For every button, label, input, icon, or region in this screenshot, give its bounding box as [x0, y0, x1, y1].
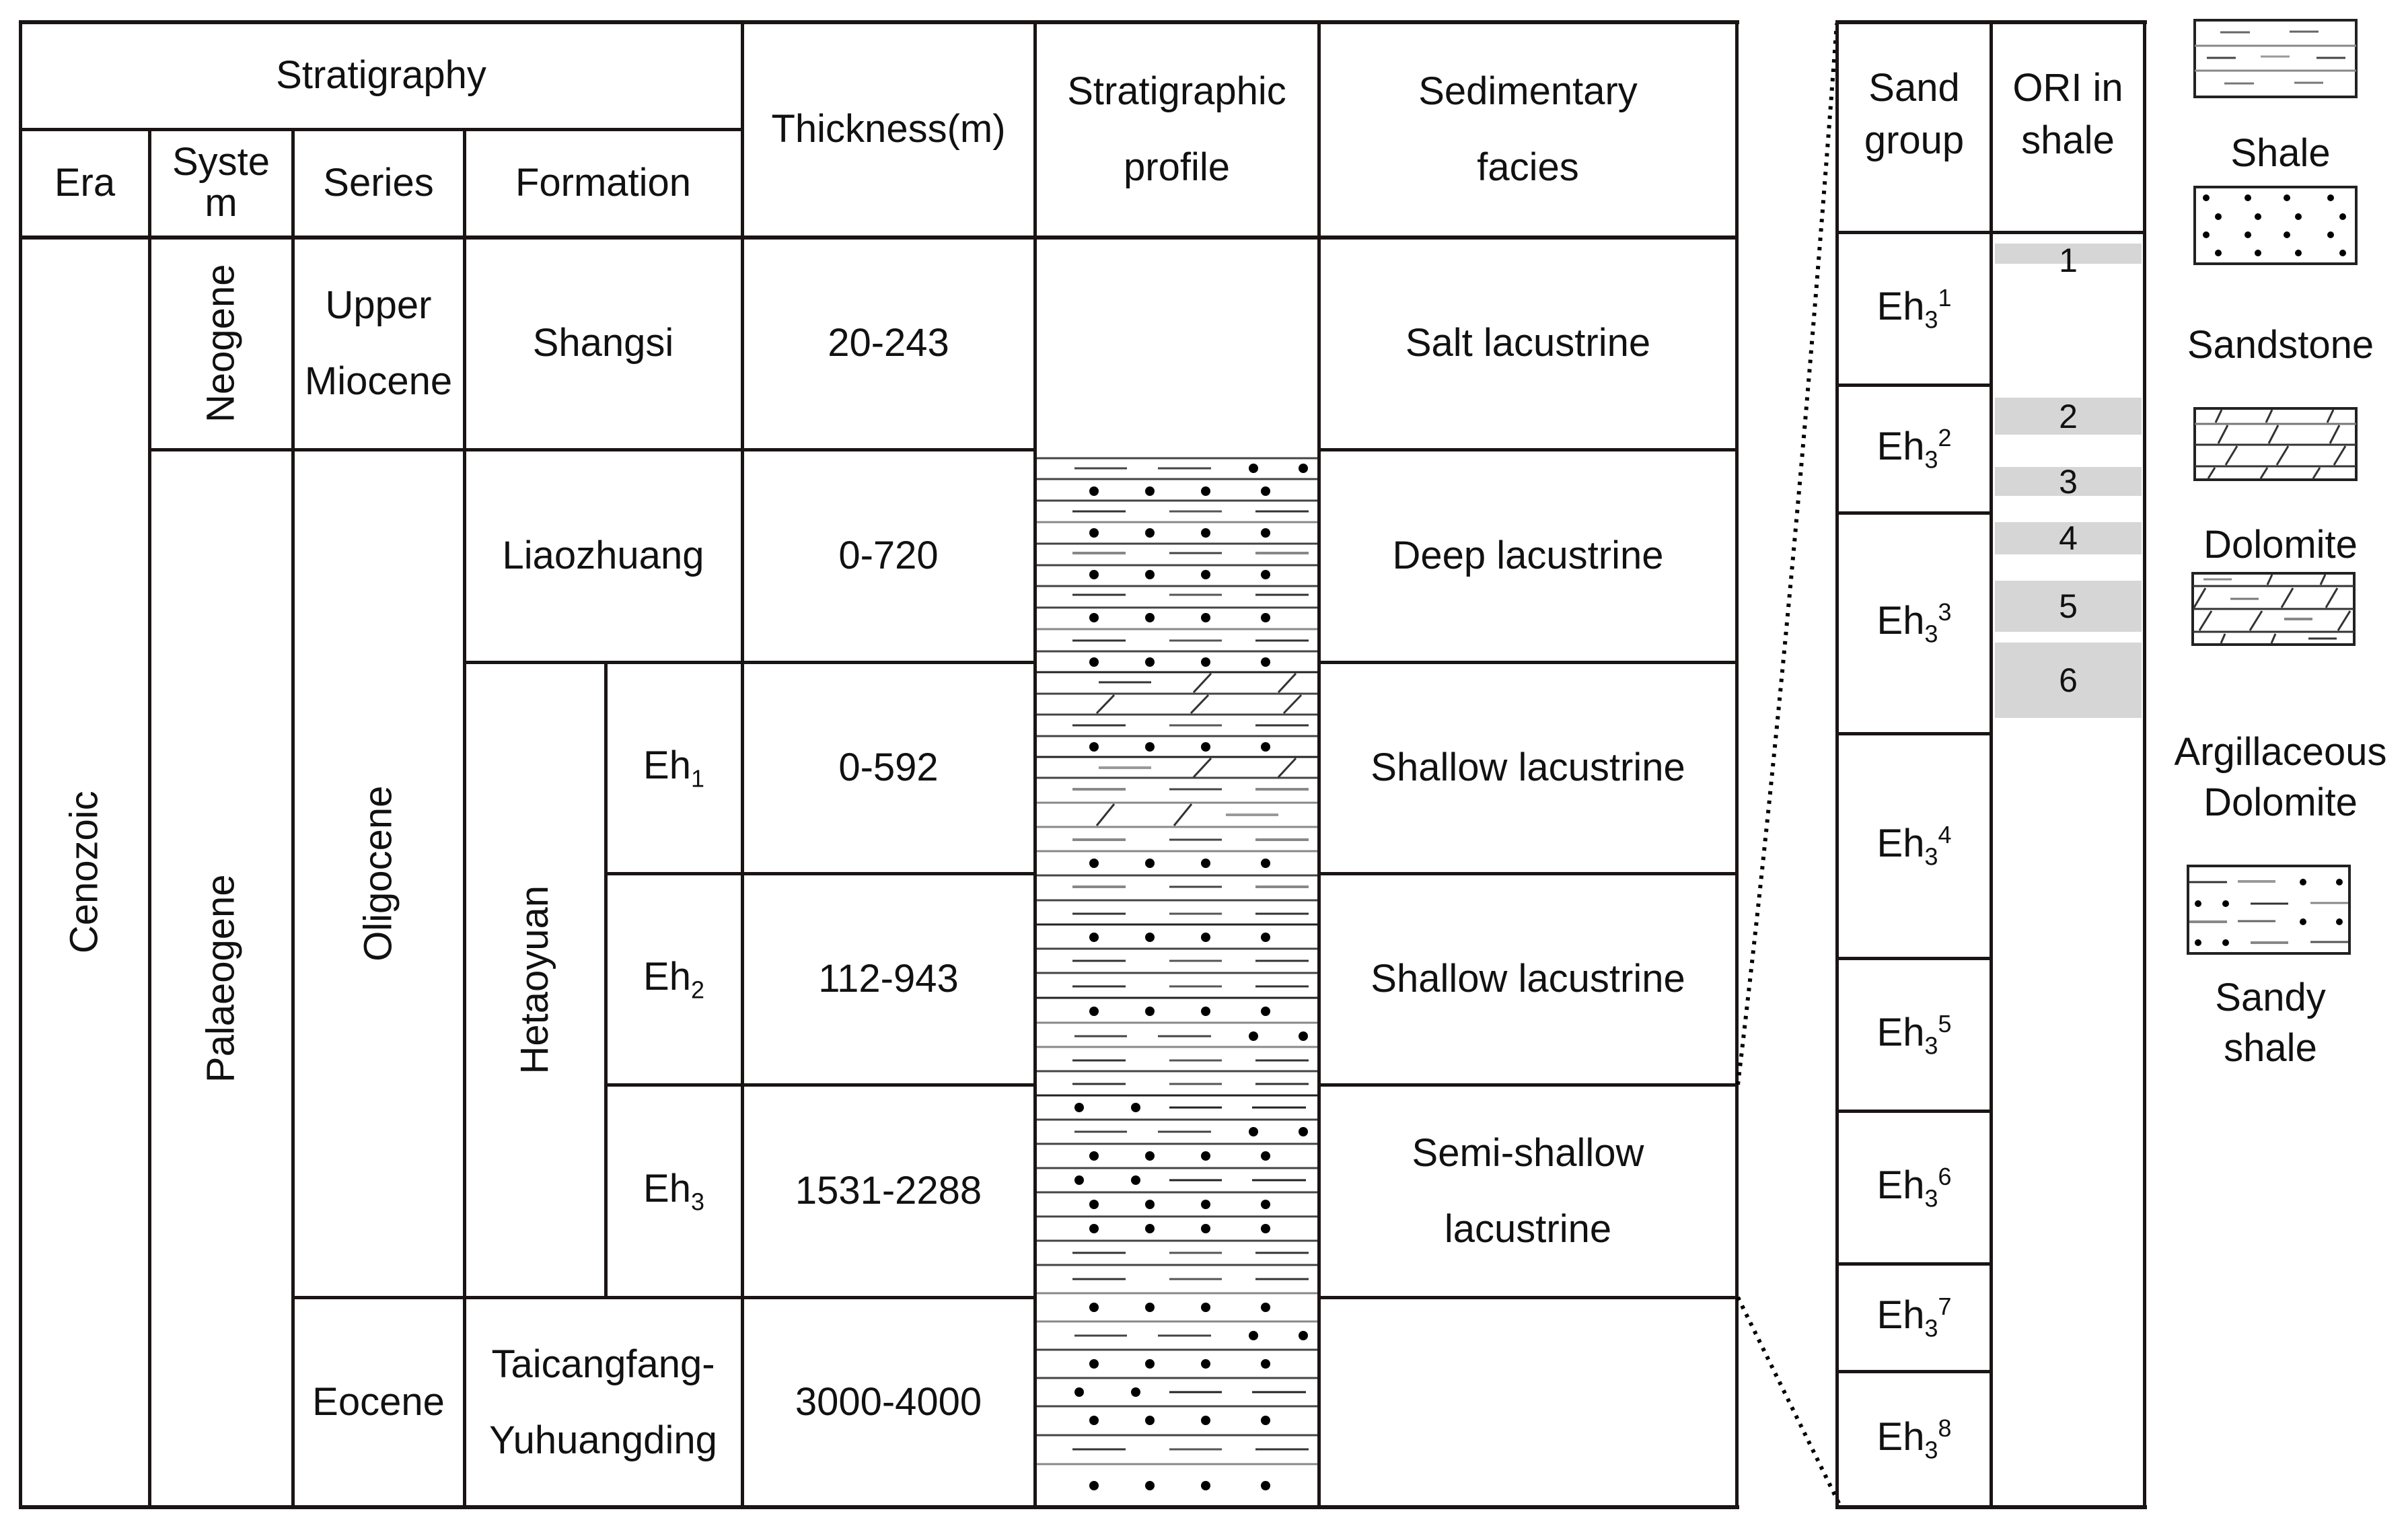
stratigraphic-profile-lithology — [1037, 449, 1317, 1507]
header-sedimentary-facies — [1319, 22, 1737, 237]
detail-border-right — [2143, 20, 2146, 1509]
system-neogene: Neogene — [198, 264, 243, 423]
ori-interval-3: 3 — [1995, 467, 2142, 496]
facies-salt-lacustrine: Salt lacustrine — [1405, 320, 1651, 365]
thickness-shangsi: 20-243 — [828, 320, 949, 365]
sand-group-eh3-6: $Eh_3^6$ — [1876, 1162, 1952, 1212]
legend-label-sandy-shale: Sandy shale — [2215, 976, 2326, 1071]
system-cell-neogene — [149, 237, 293, 449]
header-system — [149, 129, 293, 237]
formation-cell-hetaoyuan — [464, 662, 606, 1297]
series-oligocene: Oligocene — [356, 785, 400, 961]
member-eh3: $Eh_3$ — [643, 1166, 704, 1216]
formation-taicangfang: Taicangfang- — [491, 1342, 715, 1386]
formation-yuhuangding: Yuhuangding — [489, 1418, 717, 1462]
header-era: Era — [54, 160, 116, 205]
header-profile-line1: Stratigraphic — [1067, 69, 1286, 113]
zoom-connector-lines — [1732, 17, 1847, 1514]
header-profile-line2: profile — [1124, 145, 1230, 189]
header-sand-group: Sand group — [1864, 65, 1965, 162]
formation-hetaoyuan: Hetaoyuan — [512, 885, 556, 1075]
formation-taicangfang-yuhuangding — [464, 1297, 742, 1507]
ori-interval-4: 4 — [1995, 522, 2142, 554]
thickness-eocene: 3000-4000 — [795, 1379, 982, 1424]
detail-col-line — [1990, 20, 1993, 1509]
ori-interval-2: 2 — [1995, 398, 2142, 435]
system-cell-palaeogene — [149, 449, 293, 1507]
sandy-shale-pattern-icon — [2187, 865, 2351, 956]
header-stratigraphy: Stratigraphy — [276, 52, 486, 97]
series-cell-oligocene — [293, 449, 464, 1297]
legend-label-shale: Shale — [2230, 131, 2331, 175]
sand-group-eh3-2: $Eh_3^2$ — [1876, 424, 1952, 474]
era-cenozoic: Cenozoic — [62, 791, 106, 953]
header-stratigraphic-profile — [1035, 22, 1319, 237]
header-system-line2: m — [205, 181, 238, 225]
sand-group-eh3-4: $Eh_3^4$ — [1876, 821, 1952, 871]
header-formation: Formation — [515, 160, 692, 205]
header-system-line1: Syste — [172, 140, 270, 184]
formation-liaozhuang: Liaozhuang — [502, 533, 704, 577]
era-cell — [20, 237, 149, 1507]
argillaceous-dolomite-pattern-icon — [2191, 572, 2356, 647]
system-palaeogene: Palaeogene — [198, 874, 243, 1083]
legend-label-argillaceous-dolomite: Argillaceous Dolomite — [2174, 730, 2387, 825]
sandstone-pattern-icon — [2193, 186, 2358, 266]
thickness-eh2: 112-943 — [818, 956, 959, 1001]
sand-group-eh3-7: $Eh_3^7$ — [1876, 1293, 1952, 1342]
ori-interval-6: 6 — [1995, 643, 2142, 718]
facies-deep-lacustrine: Deep lacustrine — [1392, 533, 1664, 577]
series-miocene: Miocene — [304, 359, 453, 403]
member-eh2: $Eh_2$ — [643, 954, 704, 1004]
sand-group-eh3-8: $Eh_3^8$ — [1876, 1414, 1952, 1464]
header-ori-in-shale: ORI in shale — [2012, 65, 2123, 162]
facies-shallow-lacustrine-eh2: Shallow lacustrine — [1371, 956, 1685, 1001]
sand-group-eh3-1: $Eh_3^1$ — [1876, 283, 1952, 334]
ori-interval-5: 5 — [1995, 581, 2142, 632]
dolomite-pattern-icon — [2193, 407, 2358, 482]
header-thickness: Thickness(m) — [771, 106, 1006, 151]
thickness-eh3: 1531-2288 — [795, 1168, 982, 1212]
legend-label-dolomite: Dolomite — [2203, 523, 2358, 567]
series-cell-eocene: Eocene — [312, 1379, 445, 1424]
facies-shallow-lacustrine-eh1: Shallow lacustrine — [1371, 745, 1685, 789]
thickness-eh1: 0-592 — [838, 745, 939, 789]
header-facies-line1: Sedimentary — [1418, 69, 1638, 113]
series-upper: Upper — [325, 283, 432, 327]
facies-semi-shallow-lacustrine: Semi-shallow lacustrine — [1412, 1130, 1644, 1251]
thickness-liaozhuang: 0-720 — [838, 533, 939, 577]
sand-group-eh3-3: $Eh_3^3$ — [1876, 598, 1952, 648]
member-eh1: $Eh_1$ — [643, 743, 704, 793]
ori-interval-1: 1 — [1995, 244, 2142, 264]
shale-pattern-icon — [2193, 19, 2358, 100]
header-facies-line2: facies — [1477, 145, 1579, 189]
legend-label-sandstone: Sandstone — [2187, 323, 2374, 367]
sand-group-eh3-5: $Eh_3^5$ — [1876, 1009, 1952, 1060]
header-series: Series — [323, 160, 434, 205]
series-cell-upper-miocene — [293, 237, 464, 449]
formation-shangsi: Shangsi — [532, 320, 674, 365]
